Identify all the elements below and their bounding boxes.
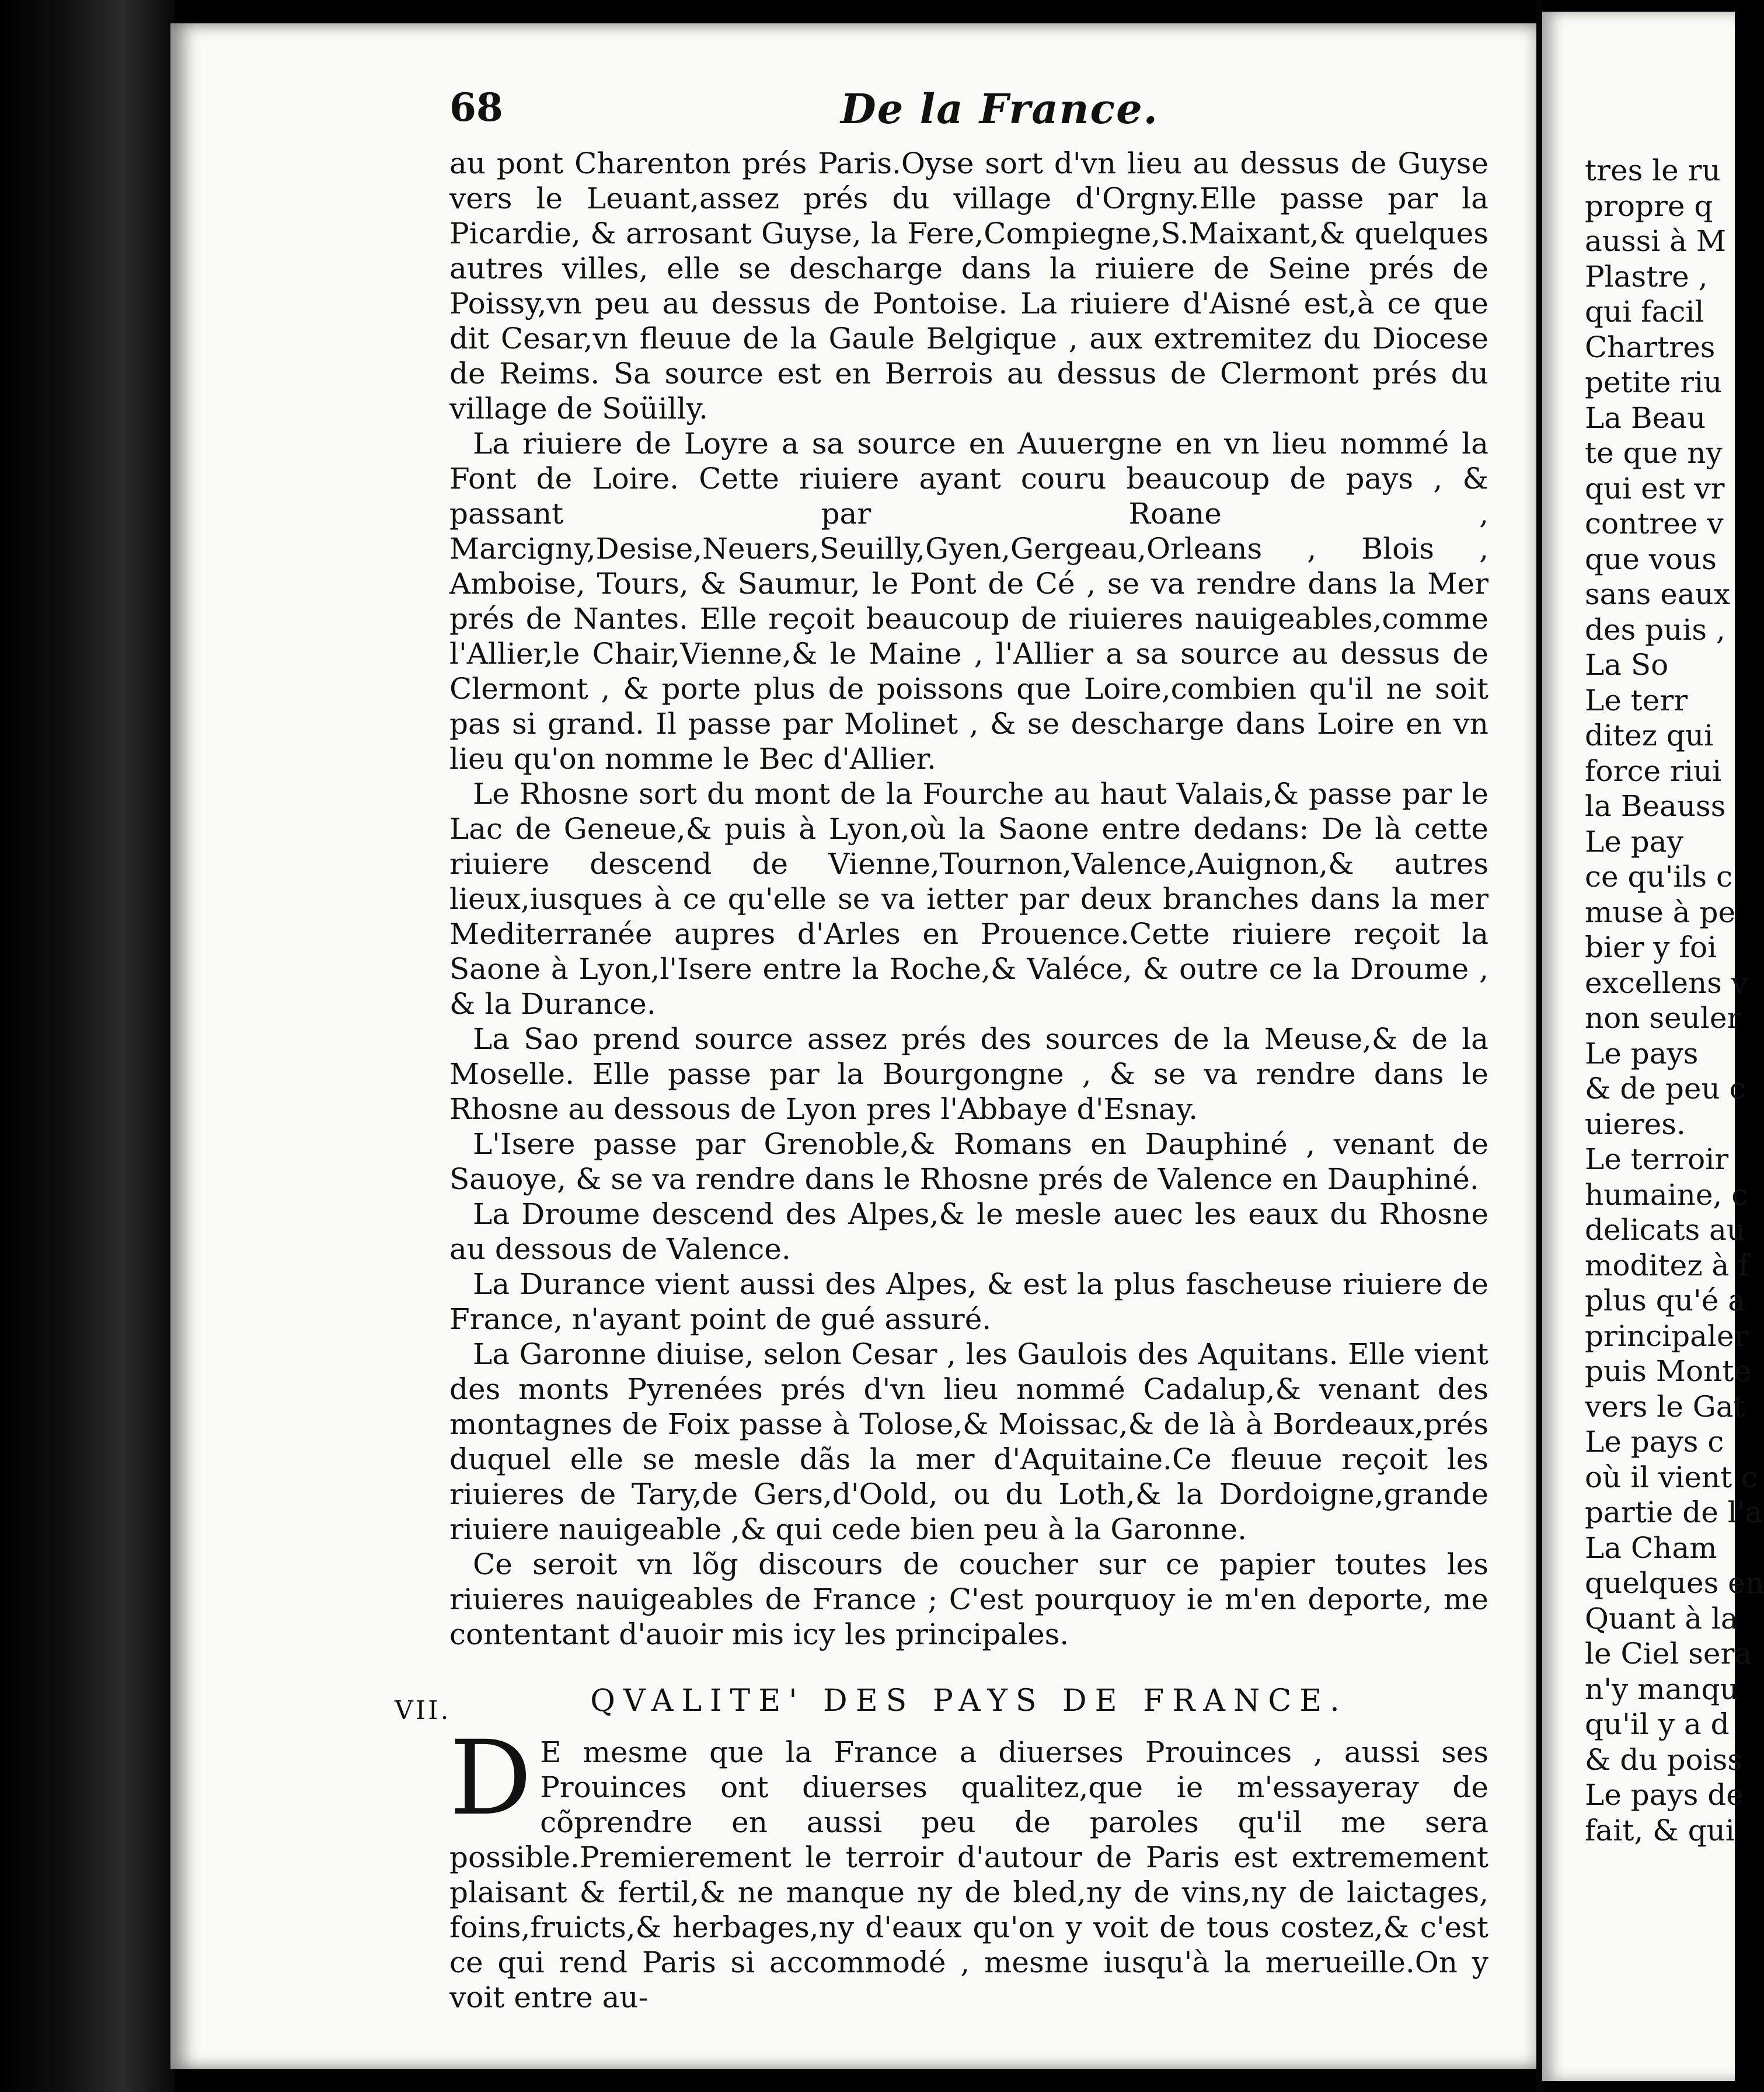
right-page-line: la Beauss — [1585, 789, 1726, 823]
right-page-line: Le terr — [1585, 683, 1688, 717]
right-page-line: Le pays — [1585, 1036, 1699, 1071]
section-title: QVALITE' DES PAYS DE FRANCE. — [590, 1683, 1348, 1718]
right-page-line: principaler — [1585, 1319, 1748, 1353]
right-page-line: La So — [1585, 648, 1669, 682]
right-page-line: ditez qui — [1585, 719, 1714, 752]
right-page-line: aussi à M — [1585, 224, 1727, 258]
right-page-line: puis Monte — [1585, 1354, 1751, 1388]
paragraph: La riuiere de Loyre a sa source en Auuergne en vn lieu nommé la Font de Loire. Cette riuiere ayant couru beaucoup de pays , & passant par Roane , Marcigny,Desise,Neuers,Seuilly,Gyen,Gergeau,Orleans , Blois , Amboise, Tours, & Saumur, le Pont de Cé , se va rendre dans la Mer prés de Nantes. Elle reçoit beaucoup de riuieres nauigeables,comme l'Allier,le Chair,Vienne,& le Maine , l'Allier a sa source au dessus de Clermont , & porte plus de poissons que Loire,combien qu'il ne soit pas si grand. Il passe par Molinet , & se descharge dans Loire en vn lieu qu'on nomme le Bec d'Allier. — [449, 427, 1488, 776]
right-page-line: Le pay — [1585, 824, 1683, 859]
right-page-line: plus qu'é a — [1585, 1284, 1745, 1317]
right-page-line: te que ny — [1585, 436, 1723, 470]
right-page-line: Chartres — [1585, 330, 1716, 364]
paragraph: La Sao prend source assez prés des sources de la Meuse,& de la Moselle. Elle passe par la Bourgongne , & se va rendre dans le Rhosne au dessous de Lyon pres l'Abbaye d'Esnay. — [449, 1022, 1488, 1126]
right-page-line: petite riu — [1585, 365, 1723, 399]
right-page-line: Quant à la — [1585, 1601, 1738, 1636]
main-text-column — [449, 146, 1488, 2015]
right-page-line: Plastre , — [1585, 259, 1708, 294]
right-page-line: ce qu'ils c — [1585, 860, 1732, 894]
right-page-text — [1585, 153, 1764, 1848]
right-page-line: contree v — [1585, 507, 1724, 541]
right-page-line: delicats au — [1585, 1213, 1746, 1247]
right-page-line: qui est vr — [1585, 471, 1725, 505]
page-number: 68 — [449, 85, 503, 130]
right-page-line: La Cham — [1585, 1530, 1717, 1565]
right-page-line: muse à pe — [1585, 895, 1736, 929]
book-binding — [0, 0, 175, 2092]
paragraph: La Garonne diuise, selon Cesar , les Gaulois des Aquitans. Elle vient des monts Pyrenées prés d'vn lieu nommé Cadalup,& venant des montagnes de Foix passe à Tolose,& Moissac,& de là à Bordeaux,prés duquel elle se mesle dãs la mer d'Aquitaine.Ce fleuue reçoit les riuieres de Tary,de Gers,d'Oold, ou du Loth,& la Dordoigne,grande riuiere nauigeable ,& qui cede bien peu à la Garonne. — [449, 1337, 1488, 1546]
paragraph: L'Isere passe par Grenoble,& Romans en Dauphiné , venant de Sauoye, & se va rendre dans le Rhosne prés de Valence en Dauphiné. — [449, 1127, 1488, 1196]
right-page-line: vers le Gat — [1585, 1389, 1745, 1424]
paragraph: La Droume descend des Alpes,& le mesle auec les eaux du Rhosne au dessous de Valence. — [449, 1197, 1488, 1266]
right-page-line: non seuler — [1585, 1001, 1741, 1035]
right-page-line: excellens v — [1585, 965, 1748, 1000]
right-page-line: le Ciel sera — [1585, 1637, 1752, 1671]
right-page-line: force riui — [1585, 754, 1722, 788]
running-head — [449, 85, 1500, 149]
paragraph: Ce seroit vn lõg discours de coucher sur ce papier toutes les riuieres nauigeables de France ; C'est pourquoy ie m'en deporte, me contentant d'auoir mis icy les principales. — [449, 1547, 1488, 1651]
right-page-line: bier y foi — [1585, 930, 1717, 964]
right-page-line: qui facil — [1585, 295, 1704, 329]
right-page-line: fait, & qui — [1585, 1813, 1735, 1847]
drop-cap: D — [449, 1718, 532, 1838]
right-page-line: & du poiss — [1585, 1742, 1742, 1777]
section-paragraph-text: E mesme que la France a diuerses Prouinces , aussi ses Prouinces ont diuerses qualitez,que ie m'essayeray de cõprendre en aussi peu de paroles qu'il me sera possible.Premierement le terroir d'autour de Paris est extremement plaisant & fertil,& ne manque ny de bled,ny de vins,ny de laictages, foins,fruicts,& herbages,ny d'eaux qu'on y voit de tous costez,& c'est ce qui rend Paris si accommodé , mesme iusqu'à la merueille.On y voit entre au- — [449, 1735, 1488, 2014]
paragraph: Le Rhosne sort du mont de la Fourche au haut Valais,& passe par le Lac de Geneue,& puis à Lyon,où la Saone entre dedans: De là cette riuiere descend de Vienne,Tournon,Valence,Auignon,& autres lieux,iusques à ce qu'elle se va ietter par deux branches dans la mer Mediterranée aupres d'Arles en Prouence.Cette riuiere reçoit la Saone à Lyon,l'Isere entre la Roche,& Valéce, & outre ce la Droume , & la Durance. — [449, 777, 1488, 1021]
marginal-note: VII. — [395, 1696, 451, 1725]
right-page-line: uieres. — [1585, 1107, 1686, 1141]
right-page-line: que vous — [1585, 542, 1717, 576]
right-page-line: sans eaux — [1585, 577, 1731, 611]
right-page-line: Le pays de — [1585, 1778, 1744, 1812]
paragraph: La Durance vient aussi des Alpes, & est la plus fascheuse riuiere de France, n'ayant point de gué assuré. — [449, 1267, 1488, 1336]
right-page-line: quelques en — [1585, 1566, 1764, 1600]
right-page-line: moditez à f — [1585, 1248, 1749, 1282]
right-page-line: des puis , — [1585, 612, 1725, 647]
right-page-line: tres le ru — [1585, 154, 1721, 187]
right-page-line: humaine, c — [1585, 1177, 1748, 1212]
right-page-line: où il vient c — [1585, 1460, 1758, 1494]
running-title: De la France. — [841, 85, 1159, 133]
right-page-line: propre q — [1585, 189, 1713, 223]
right-page-line: partie de l'a — [1585, 1495, 1763, 1529]
paragraph: au pont Charenton prés Paris.Oyse sort d'vn lieu au dessus de Guyse vers le Leuant,assez prés du village d'Orgny.Elle passe par la Picardie, & arrosant Guyse, la Fere,Compiegne,S.Maixant,& quelques autres villes, elle se descharge dans la riuiere de Seine prés de Poissy,vn peu au dessus de Pontoise. La riuiere d'Aisné est,à ce que dit Cesar,vn fleuue de la Gaule Belgique , aux extremitez du Diocese de Reims. Sa source est en Berrois au dessus de Clermont prés du village de Soüilly. — [449, 147, 1488, 426]
right-page-line: qu'il y a d — [1585, 1707, 1730, 1741]
right-page-line: La Beau — [1585, 400, 1706, 435]
right-page-line: Le terroir — [1585, 1142, 1729, 1176]
right-page-line: & de peu c — [1585, 1072, 1746, 1106]
right-page-line: Le pays c — [1585, 1425, 1724, 1459]
section-paragraph — [449, 1718, 1488, 2015]
right-page-line: n'y manqu — [1585, 1672, 1739, 1706]
